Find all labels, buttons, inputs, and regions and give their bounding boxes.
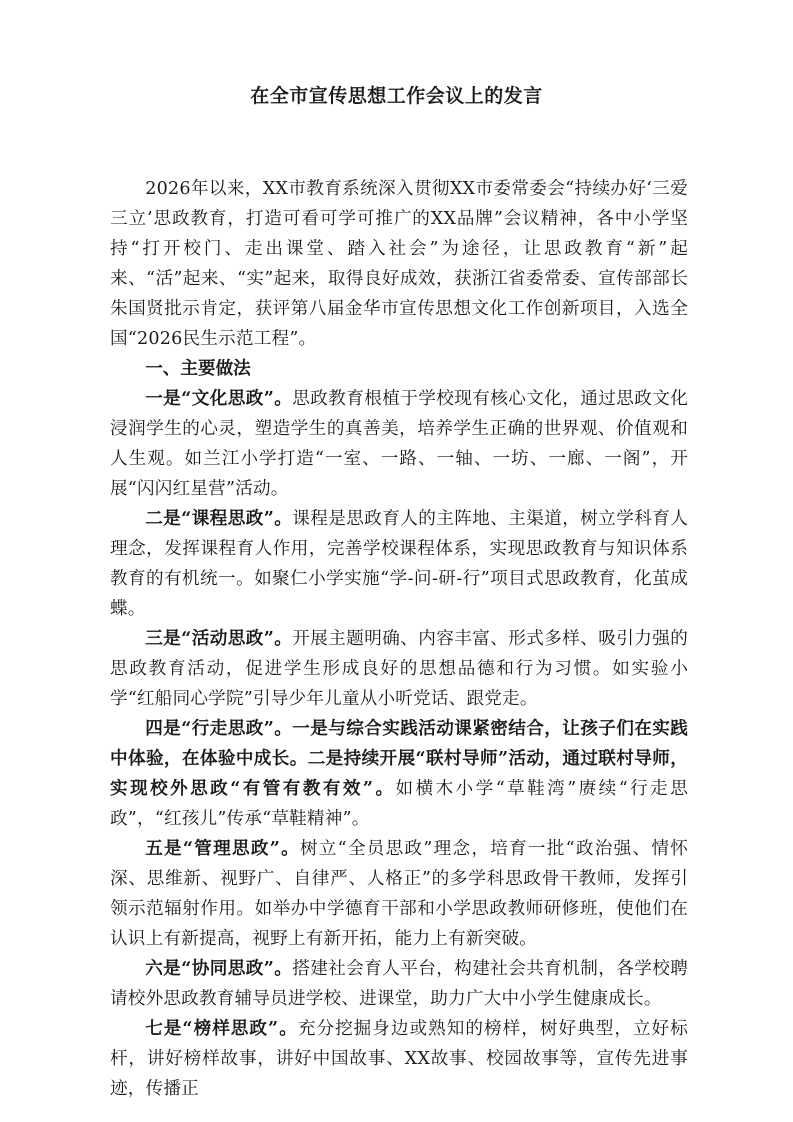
paragraph-culture bbox=[110, 384, 688, 504]
paragraph-lead: 三是“活动思政”。 bbox=[145, 628, 293, 649]
section-heading: 一、主要做法 bbox=[145, 359, 251, 379]
paragraph-lead: 六是“协同思政”。 bbox=[145, 958, 293, 979]
paragraph-lead: 七是“榜样思政”。 bbox=[145, 1018, 298, 1039]
paragraph-text: 树立“全员思政”理念，培育一批“政治强、情怀深、思维新、视野广、自律严、人格正”的多学科思政骨干教师，发挥引领示范辐射作用。如举办中学德育干部和小学思政教师研修班，使他们在认识上有新提高，视野上有新开拓，能力上有新突破。 bbox=[110, 839, 688, 949]
paragraph-management bbox=[110, 834, 688, 954]
paragraph-activity bbox=[110, 624, 688, 714]
paragraph-lead: 五是“管理思政”。 bbox=[145, 838, 300, 859]
paragraph-text: 课程是思政育人的主阵地、主渠道，树立学科育人理念，发挥课程育人作用，完善学校课程体系，实现思政教育与知识体系教育的有机统一。如聚仁小学实施“学-问-研-行”项目式思政教育，化茧成蝶。 bbox=[110, 509, 688, 619]
paragraph-text: 思政教育根植于学校现有核心文化，通过思政文化浸润学生的心灵，塑造学生的真善美，培养学生正确的世界观、价值观和人生观。如兰江小学打造“一室、一路、一轴、一坊、一廊、一阁”，开展“闪闪红星营”活动。 bbox=[110, 389, 688, 499]
paragraph-role-model bbox=[110, 1014, 688, 1104]
paragraph-lead: 一是“文化思政”。 bbox=[145, 388, 293, 409]
paragraph-lead: 四是“行走思政”。 bbox=[145, 718, 293, 739]
paragraph-text: 搭建社会育人平台，构建社会共育机制，各学校聘请校外思政教育辅导员进学校、进课堂，助力广大中小学生健康成长。 bbox=[110, 959, 688, 1009]
paragraph-lead: 二是“课程思政”。 bbox=[145, 508, 293, 529]
paragraph-text: 如横木小学“草鞋湾”赓续“行走思政”，“红孩儿”传承“草鞋精神”。 bbox=[110, 779, 688, 829]
document-body bbox=[110, 174, 688, 1104]
paragraph-text: 开展主题明确、内容丰富、形式多样、吸引力强的思政教育活动，促进学生形成良好的思想品德和行为习惯。如实验小学“红船同心学院”引导少年儿童从小听党话、跟党走。 bbox=[110, 629, 688, 709]
paragraph-walking bbox=[110, 714, 688, 834]
paragraph-bold-text: 一是与综合实践活动课紧密结合，让孩子们在实践中体验，在体验中成长。二是持续开展“联村导师”活动，通过联村导师，实现校外思政“有管有教有效”。 bbox=[110, 718, 688, 799]
paragraph-text: 充分挖掘身边或熟知的榜样，树好典型，立好标杆，讲好榜样故事，讲好中国故事、XX故事、校园故事等，宣传先进事迹，传播正 bbox=[110, 1019, 689, 1099]
paragraph-curriculum bbox=[110, 504, 688, 624]
paragraph-collaboration bbox=[110, 954, 688, 1014]
intro-paragraph: 2026年以来，XX市教育系统深入贯彻XX市委常委会“持续办好‘三爱三立’思政教育，打造可看可学可推广的XX品牌”会议精神，各中小学坚持“打开校门、走出课堂、踏入社会”为途径，让思政教育“新”起来、“活”起来、“实”起来，取得良好成效，获浙江省委常委、宣传部部长朱国贤批示肯定，获评第八届金华市宣传思想文化工作创新项目，入选全国“2026民生示范工程”。 bbox=[110, 179, 688, 349]
document-title: 在全市宣传思想工作会议上的发言 bbox=[250, 85, 543, 107]
